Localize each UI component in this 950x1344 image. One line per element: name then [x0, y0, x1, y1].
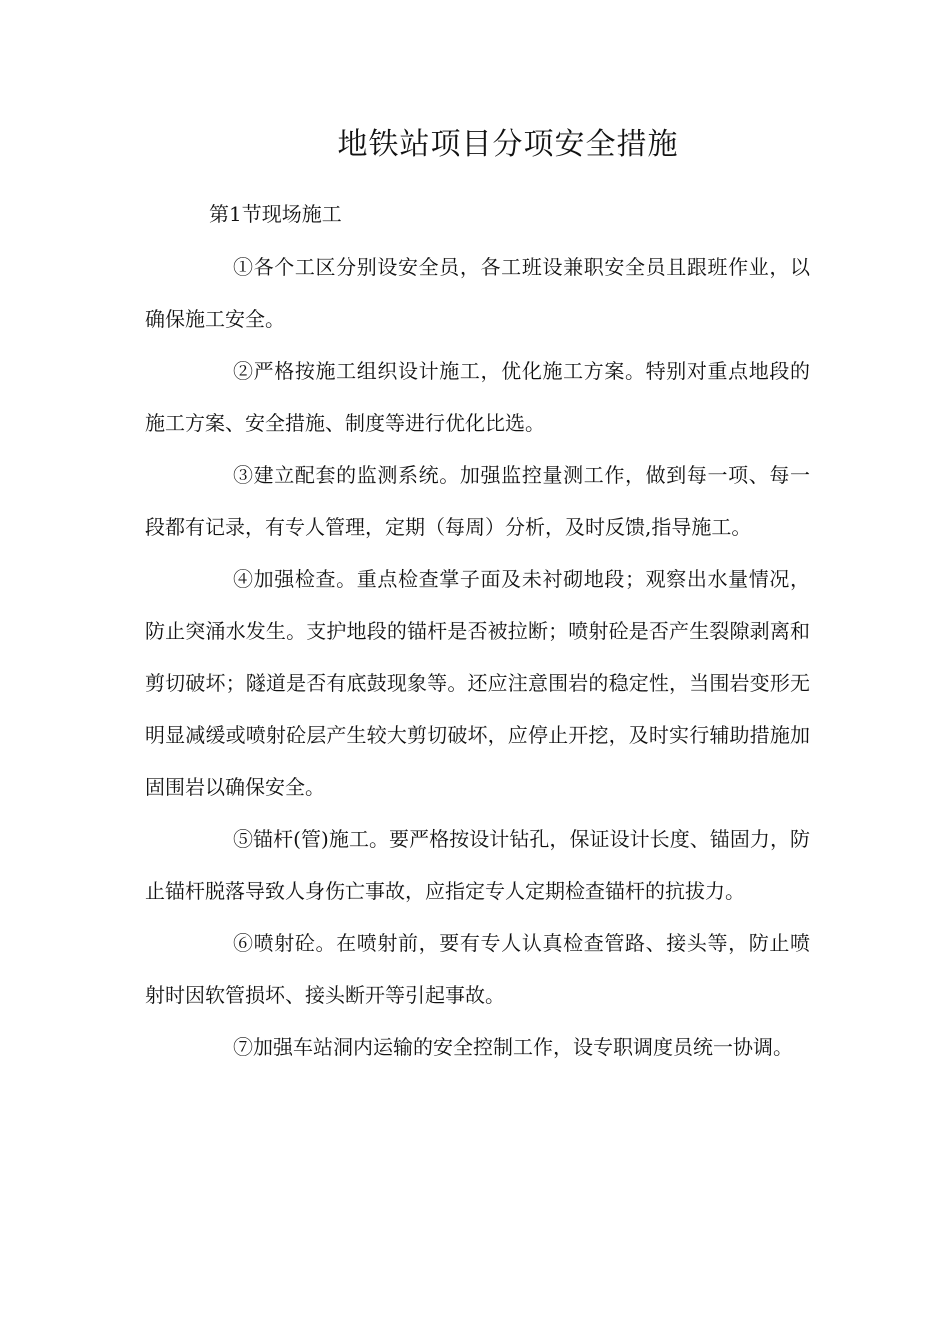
document-body: [145, 187, 810, 1073]
paragraph-5: ⑤锚杆(管)施工。要严格按设计钻孔，保证设计长度、锚固力，防止锚杆脱落导致人身伤亡事故，应指定专人定期检查锚杆的抗拔力。: [145, 827, 810, 903]
paragraph-2: ②严格按施工组织设计施工，优化施工方案。特别对重点地段的施工方案、安全措施、制度等进行优化比选。: [145, 359, 810, 435]
paragraph-6: ⑥喷射砼。在喷射前，要有专人认真检查管路、接头等，防止喷射时因软管损坏、接头断开等引起事故。: [145, 931, 810, 1007]
paragraph-1: ①各个工区分别设安全员，各工班设兼职安全员且跟班作业，以确保施工安全。: [145, 255, 810, 331]
paragraph-7: ⑦加强车站洞内运输的安全控制工作，设专职调度员统一协调。: [233, 1035, 793, 1059]
paragraph-3: ③建立配套的监测系统。加强监控量测工作，做到每一项、每一段都有记录，有专人管理，定期（每周）分析，及时反馈,指导施工。: [145, 463, 810, 539]
section-heading: 第1节现场施工: [209, 202, 342, 226]
document-title: 地铁站项目分项安全措施: [337, 127, 679, 162]
paragraph-4: ④加强检查。重点检查掌子面及未衬砌地段；观察出水量情况，防止突涌水发生。支护地段的锚杆是否被拉断；喷射砼是否产生裂隙剥离和剪切破坏；隧道是否有底鼓现象等。还应注意围岩的稳定性，当围岩变形无明显减缓或喷射砼层产生较大剪切破坏，应停止开挖，及时实行辅助措施加固围岩以确保安全。: [145, 567, 810, 799]
